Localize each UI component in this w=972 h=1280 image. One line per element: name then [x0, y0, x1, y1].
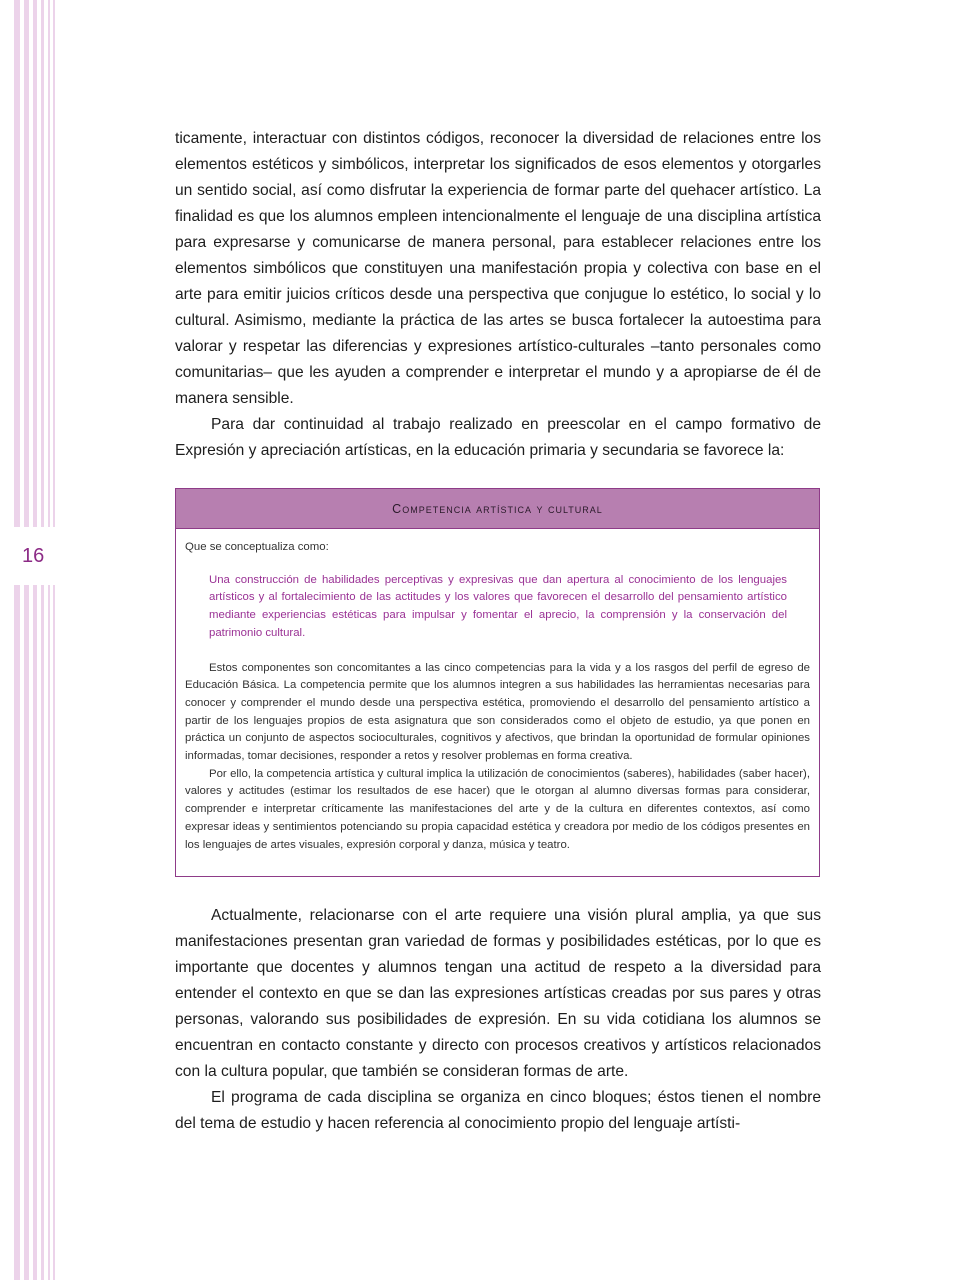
- paragraph: ticamente, interactuar con distintos códigos, reconocer la diversidad de relaciones entre los elementos estéticos y simbólicos, interpretar los significados de esos elementos y otorgarles un sentido social, así como disfrutar la experiencia de formar parte del quehacer artístico. La finalidad es que los alumnos empleen intencionalmente el lenguaje de una disciplina artística para expresarse y comunicarse de manera personal, para establecer relaciones entre los elementos simbólicos que constituyen una manifestación propia y colectiva con base en el arte para emitir juicios críticos desde una perspectiva que conjugue lo estético, lo social y lo cultural. Asimismo, mediante la práctica de las artes se busca fortalecer la autoestima para valorar y respetar las diferencias y expresiones artístico-culturales –tanto personales como comunitarias– que les ayuden a comprender e interpretar el mundo y a apropiarse de él de manera sensible.: [175, 130, 821, 407]
- paragraph: El programa de cada disciplina se organiza en cinco bloques; éstos tienen el nombre del tema de estudio y hacen referencia al conocimiento propio del lenguaje artísti-: [175, 1089, 821, 1132]
- decorative-stripes: [0, 0, 60, 1280]
- box-paragraph: Por ello, la competencia artística y cultural implica la utilización de conocimientos (saberes), habilidades (saber hacer), valores y actitudes (estimar los resultados de ese hacer) que le otorgan al alumno diversas formas para considerar, comprender e interpretar críticamente las manifestaciones del arte y de la cultura en diferentes contextos, así como expresar ideas y sentimientos potenciando su propia capacidad estética y creadora por medio de los códigos presentes en los lenguajes de artes visuales, expresión corporal y danza, música y teatro.: [185, 767, 810, 851]
- paragraph: Para dar continuidad al trabajo realizado en preescolar en el campo formativo de Expresión y apreciación artísticas, en la educación primaria y secundaria se favorece la:: [175, 416, 821, 459]
- box-definition: Una construcción de habilidades perceptivas y expresivas que dan apertura al conocimiento de los lenguajes artísticos y al fortalecimiento de las actitudes y los valores que favorecen el desarrollo del pensamiento artístico mediante experiencias estéticas para impulsar y fomentar el aprecio, la comprensión y la conservación del patrimonio cultural.: [209, 573, 787, 639]
- box-body: [176, 529, 819, 854]
- top-text: [175, 126, 821, 464]
- page-number: 16: [22, 545, 45, 567]
- bottom-text: [175, 903, 821, 1137]
- box-lead: Que se conceptualiza como:: [185, 541, 329, 553]
- paragraph: Actualmente, relacionarse con el arte requiere una visión plural amplia, ya que sus manifestaciones presentan gran variedad de formas y posibilidades estéticas, por lo que es importante que docentes y alumnos tengan una actitud de respeto a la diversidad para entender el contexto en que se dan las expresiones artísticas creadas por sus pares y otras personas, valorando sus posibilidades de expresión. En su vida cotidiana los alumnos se encuentran en contacto constante y directo con procesos creativos y artísticos relacionados con la cultura popular, que también se consideran formas de arte.: [175, 907, 821, 1080]
- box-title: Competencia artística y cultural: [176, 489, 819, 529]
- competency-box: [175, 488, 820, 877]
- box-paragraph: Estos componentes son concomitantes a las cinco competencias para la vida y a los rasgos del perfil de egreso de Educación Básica. La competencia permite que los alumnos integren a sus habilidades las herramientas necesarias para conocer y comprender el mundo desde una perspectiva estética, promoviendo el desarrollo del pensamiento artístico a partir de los lenguajes propios de esta asignatura que son considerados como el objeto de estudio, ya que ponen en práctica un conjunto de aspectos socioculturales, cognitivos y afectivos, que brindan la oportunidad de formular opiniones informadas, tomar decisiones, responder a retos y resolver problemas en forma creativa.: [185, 661, 810, 763]
